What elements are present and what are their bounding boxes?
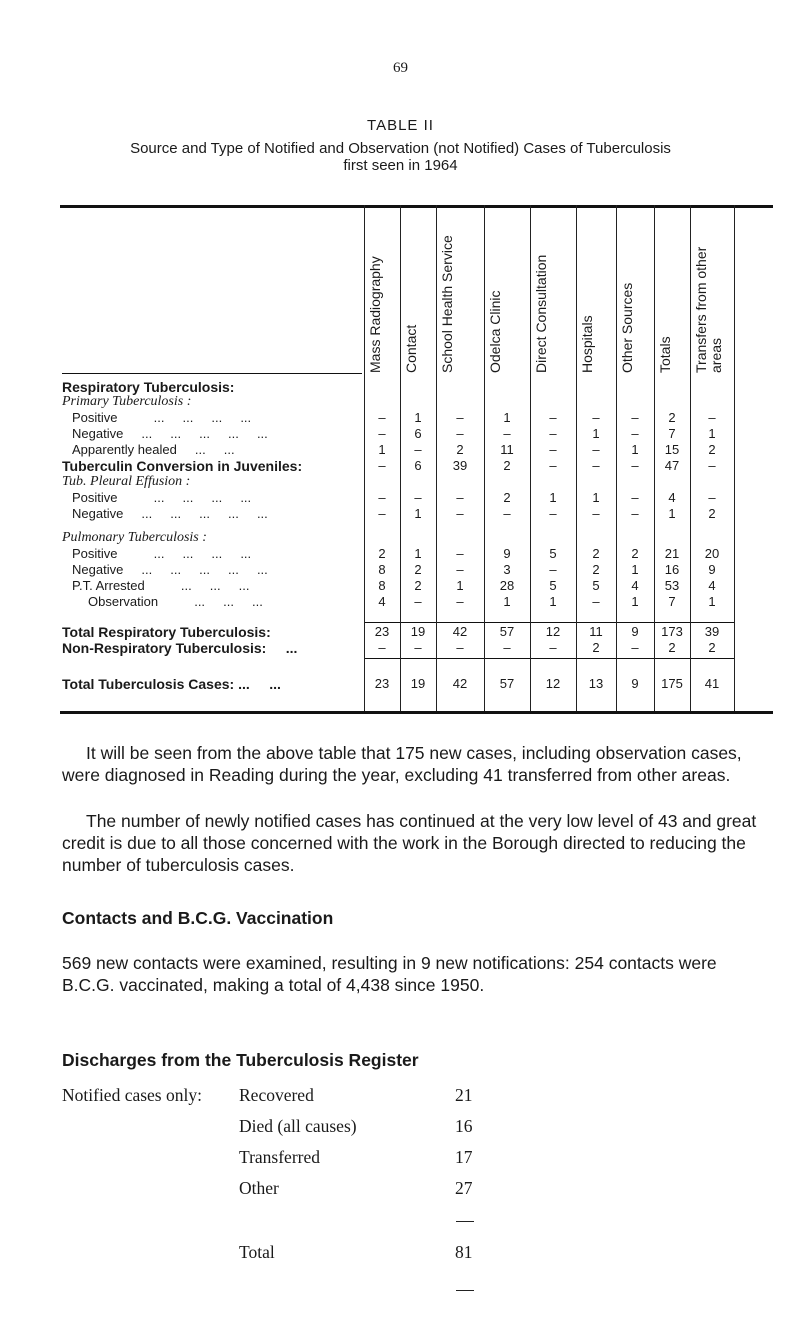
table-cell: 9 [631,676,639,691]
table-cell: 1 [592,490,600,505]
table-cell: – [708,458,716,473]
table-cell: – [378,640,386,655]
table-cell: 1 [414,546,422,561]
table-cell: 1 [378,442,386,457]
row-label: Tuberculin Conversion in Juveniles: [62,458,303,474]
row-label: Pulmonary Tuberculosis : [62,530,207,545]
column-header-label: Direct Consultation [533,254,549,373]
table-cell: – [549,640,557,655]
table-cell: 2 [592,546,600,561]
total-rule-2 [364,658,734,659]
row-label: Non-Respiratory Tuberculosis: ... [62,640,298,656]
table-cell: 6 [414,458,422,473]
column-header-label: School Health Service [439,235,455,373]
table-cell: 16 [664,562,680,577]
table-cell: – [414,594,422,609]
column-header-label: Transfers from other areas [693,246,724,373]
table-cell: – [549,458,557,473]
table-row [0,379,801,395]
discharge-total-label: Total [239,1242,275,1262]
row-label: Positive ... ... ... ... [72,546,252,561]
table-cell: – [414,490,422,505]
column-header [364,205,400,375]
discharge-label: Died (all causes) [239,1116,357,1136]
table-cell: 4 [708,578,716,593]
table-row [0,562,801,578]
subtitle-line-1: Source and Type of Notified and Observation (not Notified) Cases of Tuberculosis [130,140,671,157]
table-row [0,506,801,522]
table-cell: 5 [549,578,557,593]
discharge-label: Other [239,1178,279,1198]
table-cell: 173 [661,624,683,639]
table-cell: – [456,426,464,441]
row-label: Total Respiratory Tuberculosis: [62,624,271,640]
table-cell: – [631,506,639,521]
table-cell: – [456,594,464,609]
table-cell: – [549,410,557,425]
row-label: Negative ... ... ... ... ... [72,562,268,577]
table-cell: – [549,426,557,441]
table-cell: 5 [592,578,600,593]
table-cell: 39 [452,458,468,473]
table-cell: – [708,490,716,505]
table-cell: 1 [549,490,557,505]
table-cell: 23 [374,676,390,691]
table-cell: – [414,640,422,655]
table-row [0,490,801,506]
table-cell: 5 [549,546,557,561]
table-cell: 11 [500,442,514,457]
table-cell: – [592,506,600,521]
table-cell: 42 [452,624,468,639]
table-cell: – [631,490,639,505]
table-row [0,442,801,458]
table-cell: – [503,426,511,441]
row-label: Respiratory Tuberculosis: [62,379,235,395]
table-row [0,676,801,692]
paragraph-2: The number of newly notified cases has continued at the very low level of 43 and great credit is due to all those concerned with the work in the Borough directed to reducing the number of tuberculosis cases. [62,811,757,875]
table-cell: – [592,458,600,473]
column-header [576,205,616,375]
heading-discharges: Discharges from the Tuberculosis Register [62,1050,419,1070]
table-cell: – [549,562,557,577]
table-cell: – [378,458,386,473]
column-header [400,205,436,375]
table-cell: 2 [503,490,511,505]
paragraph-3: 569 new contacts were examined, resulting in 9 new notifications: 254 contacts were B.C.G. vaccinated, making a total of 4,438 since 1950. [62,953,717,995]
column-header [484,205,530,375]
table-cell: 1 [456,578,464,593]
table-cell: 47 [664,458,680,473]
table-cell: 1 [708,594,716,609]
discharge-label: Transferred [239,1147,320,1167]
table-row [0,546,801,562]
page-number: 69 [393,60,408,76]
column-header-label: Hospitals [579,315,595,373]
table-cell: 9 [503,546,511,561]
table-cell: 1 [549,594,557,609]
table-cell: 9 [708,562,716,577]
table-cell: 1 [592,426,600,441]
column-header [654,205,690,375]
table-cell: 2 [414,562,422,577]
subtitle-line-2: first seen in 1964 [343,157,458,174]
table-cell: 1 [668,506,676,521]
table-cell: 19 [410,676,426,691]
row-label: Observation ... ... ... [88,594,263,609]
paragraph-1: It will be seen from the above table that 175 new cases, including observation cases, were diagnosed in Reading during the year, excluding 41 transferred from other areas. [62,743,742,785]
discharge-value: 21 [455,1085,473,1105]
table-cell: – [378,426,386,441]
table-cell: – [592,594,600,609]
table-cell: – [592,410,600,425]
table-cell: – [631,426,639,441]
table-cell: 2 [592,640,600,655]
table-cell: 53 [664,578,680,593]
table-cell: 23 [374,624,390,639]
table-cell: 2 [378,546,386,561]
table-cell: 2 [668,410,676,425]
table-cell: 19 [410,624,426,639]
discharge-value: 16 [455,1116,473,1136]
table-cell: 42 [452,676,468,691]
table-cell: 7 [668,426,676,441]
table-cell: – [414,442,422,457]
table-cell: – [503,640,511,655]
column-header [616,205,654,375]
row-label: P.T. Arrested ... ... ... [72,578,250,593]
table-cell: – [631,458,639,473]
row-label: Negative ... ... ... ... ... [72,506,268,521]
table-cell: – [631,410,639,425]
table-row [0,394,801,410]
row-label: Negative ... ... ... ... ... [72,426,268,441]
table-row [0,426,801,442]
table-cell: 13 [588,676,604,691]
table-cell: 1 [503,410,511,425]
table-cell: 1 [631,562,639,577]
table-cell: – [592,442,600,457]
table-cell: – [456,506,464,521]
column-header-label: Other Sources [619,282,635,373]
table-cell: 2 [631,546,639,561]
table-cell: 2 [708,442,716,457]
table-row [0,410,801,426]
table-cell: – [456,490,464,505]
column-header-label: Odelca Clinic [487,290,503,373]
table-row [0,530,801,546]
table-cell: 2 [456,442,464,457]
table-cell: – [456,640,464,655]
table-cell: 2 [414,578,422,593]
discharge-value: 17 [455,1147,473,1167]
table-cell: 6 [414,426,422,441]
table-cell: – [631,640,639,655]
table-cell: 1 [414,410,422,425]
table-cell: 1 [631,594,639,609]
row-label: Tub. Pleural Effusion : [62,474,191,489]
row-label: Total Tuberculosis Cases: ... ... [62,676,281,692]
table-title: TABLE II [367,117,434,134]
table-cell: – [378,490,386,505]
table-cell: 175 [661,676,683,691]
table-cell: 2 [708,506,716,521]
table-cell: 57 [499,676,515,691]
table-cell: 20 [704,546,720,561]
table-cell: 8 [378,578,386,593]
table-row [0,458,801,474]
table-cell: – [456,410,464,425]
table-row [0,624,801,640]
row-label: Positive ... ... ... ... [72,410,252,425]
table-cell: 4 [668,490,676,505]
total-rule-1 [364,622,734,623]
table-cell: 2 [668,640,676,655]
table-cell: 4 [631,578,639,593]
table-cell: 8 [378,562,386,577]
table-cell: 2 [708,640,716,655]
discharge-value: 27 [455,1178,473,1198]
column-header-label: Totals [657,336,673,373]
table-cell: 7 [668,594,676,609]
total-dash-1 [456,1221,474,1222]
table-cell: – [503,506,511,521]
table-cell: – [549,442,557,457]
row-label: Apparently healed ... ... [72,442,235,457]
heading-contacts-bcg: Contacts and B.C.G. Vaccination [62,908,334,928]
table-cell: – [378,410,386,425]
table-cell: 21 [664,546,680,561]
table-cell: 1 [503,594,511,609]
row-label: Positive ... ... ... ... [72,490,252,505]
table-cell: 1 [414,506,422,521]
table-cell: 2 [592,562,600,577]
table-row [0,640,801,656]
table-cell: – [456,562,464,577]
table-row [0,594,801,610]
table-cell: – [456,546,464,561]
table-cell: 9 [631,624,639,639]
table-cell: 57 [499,624,515,639]
table-cell: 1 [708,426,716,441]
table-row [0,578,801,594]
table-cell: 39 [704,624,720,639]
table-cell: – [708,410,716,425]
table-subtitle [0,140,801,174]
table-cell: 28 [499,578,515,593]
table-cell: 3 [503,562,511,577]
table-cell: 1 [631,442,639,457]
discharge-total-value: 81 [455,1242,473,1262]
table-cell: 41 [704,676,720,691]
table-cell: – [549,506,557,521]
column-header [690,205,734,375]
table-cell: 15 [664,442,680,457]
discharges-prefix: Notified cases only: [62,1085,202,1105]
total-dash-2 [456,1290,474,1291]
table-cell: 11 [589,624,603,639]
column-header [530,205,576,375]
table-row [0,474,801,490]
discharge-label: Recovered [239,1085,314,1105]
column-header [436,205,484,375]
column-header-label: Contact [403,324,419,373]
table-cell: 12 [545,624,561,639]
table-cell: 2 [503,458,511,473]
table-cell: 12 [545,676,561,691]
table-bottom-rule [60,711,773,714]
table-cell: – [378,506,386,521]
column-header-label: Mass Radiography [367,256,383,373]
table-cell: 4 [378,594,386,609]
row-label: Primary Tuberculosis : [62,394,192,409]
table-header-rule [62,373,362,374]
